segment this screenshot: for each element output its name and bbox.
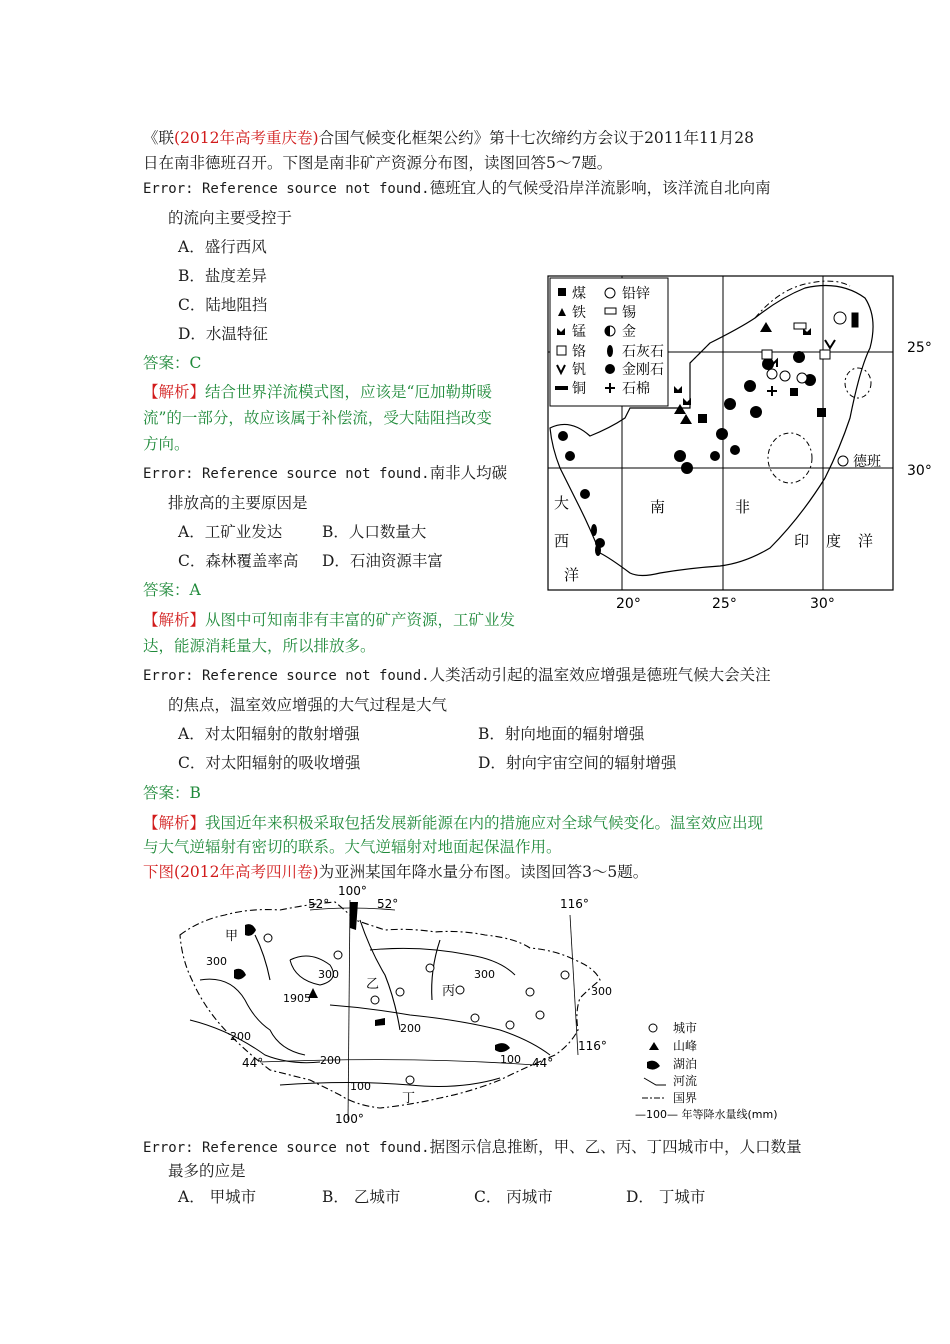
lake-3 [375,1018,385,1026]
q7-explain-1 [143,813,763,833]
q7-option-d: D．射向宇宙空间的辐射增强 [478,754,677,772]
lake-1 [245,924,256,936]
legend-vanadium: 钒 [572,362,586,378]
limestone-mark [595,544,601,556]
map2-iso300a: 300 [206,955,227,968]
isohyet-100 [280,1078,500,1086]
lead-zinc-mark [834,312,846,324]
map2-lon116: 116° [560,897,589,911]
gold-mark [780,371,790,381]
diamond-mark [710,451,720,461]
q7-stem-1: 人类活动引起的温室效应增强是德班气候大会关注 [429,666,771,684]
q6-error: Error: Reference source not found. [143,466,430,482]
q6-explain-2: 达，能源消耗量大，所以排放多。 [143,637,376,655]
lake-4 [495,1043,510,1052]
q5-stem-line-1 [143,178,771,199]
diamond-mark [793,351,805,363]
legend-chromium: 铬 [572,344,586,360]
map1-country-2: 非 [735,498,751,516]
map2-lat52b: 52° [377,897,399,911]
q3-option-b: B． 乙城市 [322,1188,401,1206]
diamond-mark [730,445,740,455]
city-mark [561,971,569,979]
map2-iso300c: 300 [474,968,495,981]
source-tag-1: (2012年高考重庆卷) [174,129,319,147]
q5-explain-1 [143,382,492,402]
map2-legend-city: 城市 [673,1021,698,1035]
q5-option-c: C．陆地阻挡 [178,296,268,314]
q5-option-b: B．盐度差异 [178,267,267,285]
isohyet-300-west [200,979,305,1055]
q5-explain-3: 方向。 [143,435,190,453]
map2-lon100b: 100° [335,1112,364,1126]
national-border [180,902,600,1108]
tin-icon [605,308,616,314]
q5-explain-text-1: 结合世界洋流模式图，应该是“厄加勒斯暖 [205,383,492,401]
mongolia-precipitation-map [170,880,790,1132]
durban-city-mark [838,456,848,466]
diamond-mark [724,398,736,410]
legend-tin: 锡 [622,305,636,321]
q5-option-a: A．盛行西风 [178,238,267,256]
chromium-mark [762,350,772,359]
map1-country-1: 南 [650,498,666,516]
map2-city-jia: 甲 [225,929,239,944]
intro2-line [143,862,648,882]
map2-legend-isohyet: —100— 年等降水量线(mm) [635,1108,778,1121]
isohyet-200-center [330,1005,550,1055]
legend-copper: 铜 [572,381,586,397]
map2-city-yi: 乙 [366,977,380,992]
map1-ocean-w-2: 西 [554,532,570,550]
legend-limestone: 石灰石 [622,344,664,360]
chromium-icon [557,346,566,355]
legend-coal: 煤 [572,286,586,302]
city-mark [426,964,434,972]
copper-mark [852,313,858,327]
q6-explain-tag: 【解析】 [143,611,206,629]
q3-option-c: C． 丙城市 [474,1188,553,1206]
q7-explain-2: 与大气逆辐射有密切的联系。大气逆辐射对地面起保温作用。 [143,838,562,856]
map2-iso200c: 200 [320,1054,341,1067]
map2-legend-border: 国界 [673,1091,698,1105]
legend-lead-zinc: 铅锌 [622,286,650,302]
q3-stem-2: 最多的应是 [168,1162,246,1180]
q6-stem-line-1 [143,463,507,484]
chromium-mark [820,350,830,359]
diamond-mark [580,489,590,499]
map2-lon116b: 116° [578,1039,607,1053]
map2-lat44b: 44° [532,1056,554,1070]
map1-lon25: 25° [712,596,737,612]
legend-gold: 金 [622,324,636,340]
limestone-icon [607,345,613,357]
coal-mark [790,388,798,396]
map2-iso300d: 300 [591,985,612,998]
diamond-mark [558,431,568,441]
city-mark [526,988,534,996]
lake-2 [234,969,246,980]
q7-explain-tag: 【解析】 [143,814,206,832]
map1-lat25: 25° [907,340,932,356]
map1-lat30: 30° [907,463,932,479]
map1-lon30: 30° [810,596,835,612]
lake-khuvsgul [350,902,358,930]
q5-stem-2: 的流向主要受控于 [168,209,293,227]
map1-durban: 德班 [853,454,881,470]
q7-answer: 答案：B [143,784,201,802]
map2-city-bing: 丙 [442,984,456,999]
coal-icon [558,288,566,296]
copper-icon [555,386,568,390]
map2-iso100b: 100 [350,1080,371,1093]
q7-error: Error: Reference source not found. [143,668,430,684]
intro2-text: 为亚洲某国年降水量分布图。读图回答3～5题。 [318,863,649,881]
map2-iso200b: 200 [400,1022,421,1035]
city-mark [334,951,342,959]
q7-stem-line-1 [143,665,771,686]
legend-river-icon [644,1078,666,1085]
q3-stem-1: 据图示信息推断，甲、乙、丙、丁四城市中，人口数量 [429,1138,802,1156]
coal-mark [817,408,826,417]
city-mark [396,988,404,996]
intro2-pre: 下图 [143,863,175,881]
legend-lake-icon [647,1061,660,1070]
q6-option-d: D．石油资源丰富 [322,552,443,570]
q5-explain-tag: 【解析】 [143,383,206,401]
legend-asbestos: 石棉 [622,381,650,397]
city-mark [471,1014,479,1022]
q6-explain-text-1: 从图中可知南非有丰富的矿产资源，工矿业发 [205,611,516,629]
source-tag-2: (2012年高考四川卷) [174,863,319,881]
diamond-mark [681,462,693,474]
map2-iso100a: 100 [500,1053,521,1066]
q6-stem-2: 排放高的主要原因是 [168,494,308,512]
q7-explain-text-1: 我国近年来积极采取包括发展新能源在内的措施应对全球气候变化。温室效应出现 [205,814,764,832]
city-mark [264,934,272,942]
diamond-mark [674,450,686,462]
map2-lat44a: 44° [242,1056,264,1070]
map1-ocean-e-1: 印 [794,532,810,550]
city-mark [371,996,379,1004]
diamond-mark [716,428,728,440]
legend-city-icon [649,1024,657,1032]
diamond-mark [565,451,575,461]
map2-lat52a: 52° [308,897,330,911]
map2-iso300b: 300 [318,968,339,981]
map2-legend-peak: 山峰 [673,1039,698,1053]
q6-option-a: A．工矿业发达 [178,523,283,541]
diamond-icon [605,364,615,374]
gold-mark [797,373,807,383]
intro-line-1 [143,128,754,148]
intro-text-1: 合国气候变化框架公约》第十七次缔约方会议于2011年11月28 [318,129,754,147]
map2-iso200a: 200 [230,1030,251,1043]
map1-lon20: 20° [616,596,641,612]
map1-ocean-e-3: 洋 [858,532,874,550]
diamond-mark [750,406,762,418]
map1-ocean-e-2: 度 [826,532,842,550]
q6-answer: 答案：A [143,581,201,599]
q7-option-a: A．对太阳辐射的散射增强 [178,725,360,743]
gold-mark [767,369,777,379]
map2-lon100: 100° [338,884,367,898]
open-quote: 《联 [143,129,175,147]
q5-option-d: D．水温特征 [178,325,268,343]
q6-explain-1 [143,610,515,630]
legend-diamond: 金刚石 [622,362,664,378]
q5-explain-2: 流”的一部分，故应该属于补偿流，受大陆阻挡改变 [143,409,492,427]
south-africa-mineral-map [540,268,942,618]
q6-option-c: C．森林覆盖率高 [178,552,299,570]
map2-legend-river: 河流 [673,1074,698,1088]
q7-option-c: C．对太阳辐射的吸收增强 [178,754,361,772]
river-1 [360,920,400,1030]
map2-legend-lake: 湖泊 [673,1057,698,1071]
q6-option-b: B．人口数量大 [322,523,427,541]
tin-mark [794,323,806,329]
q5-answer: 答案：C [143,354,202,372]
q3-option-d: D． 丁城市 [626,1188,706,1206]
city-mark [456,986,464,994]
city-mark [506,1021,514,1029]
limestone-mark [591,524,597,536]
city-mark [536,1011,544,1019]
lead-zinc-icon [605,288,615,298]
q7-option-b: B．射向地面的辐射增强 [478,725,645,743]
city-mark [406,1076,414,1084]
intro-line-2: 日在南非德班召开。下图是南非矿产资源分布图，读图回答5～7题。 [143,154,613,172]
q3-error: Error: Reference source not found. [143,1140,430,1156]
q7-stem-2: 的焦点，温室效应增强的大气过程是大气 [168,696,448,714]
q3-option-a: A． 甲城市 [178,1188,257,1206]
q3-stem-line-1 [143,1137,802,1158]
map2-city-ding: 丁 [402,1091,416,1106]
diamond-mark [744,380,756,392]
map1-ocean-w-3: 洋 [564,566,580,584]
q5-stem-1: 德班宜人的气候受沿岸洋流影响，该洋流自北向南 [429,179,771,197]
legend-iron: 铁 [572,305,586,321]
legend-manganese: 锰 [572,324,586,340]
q6-stem-1: 南非人均碳 [429,464,508,482]
meridian-116 [570,915,578,1055]
q5-error: Error: Reference source not found. [143,181,430,197]
map2-peak-elev: 1905 [283,992,311,1005]
map1-ocean-w-1: 大 [554,494,570,512]
coal-mark [698,414,707,423]
legend-peak-icon [649,1042,659,1050]
